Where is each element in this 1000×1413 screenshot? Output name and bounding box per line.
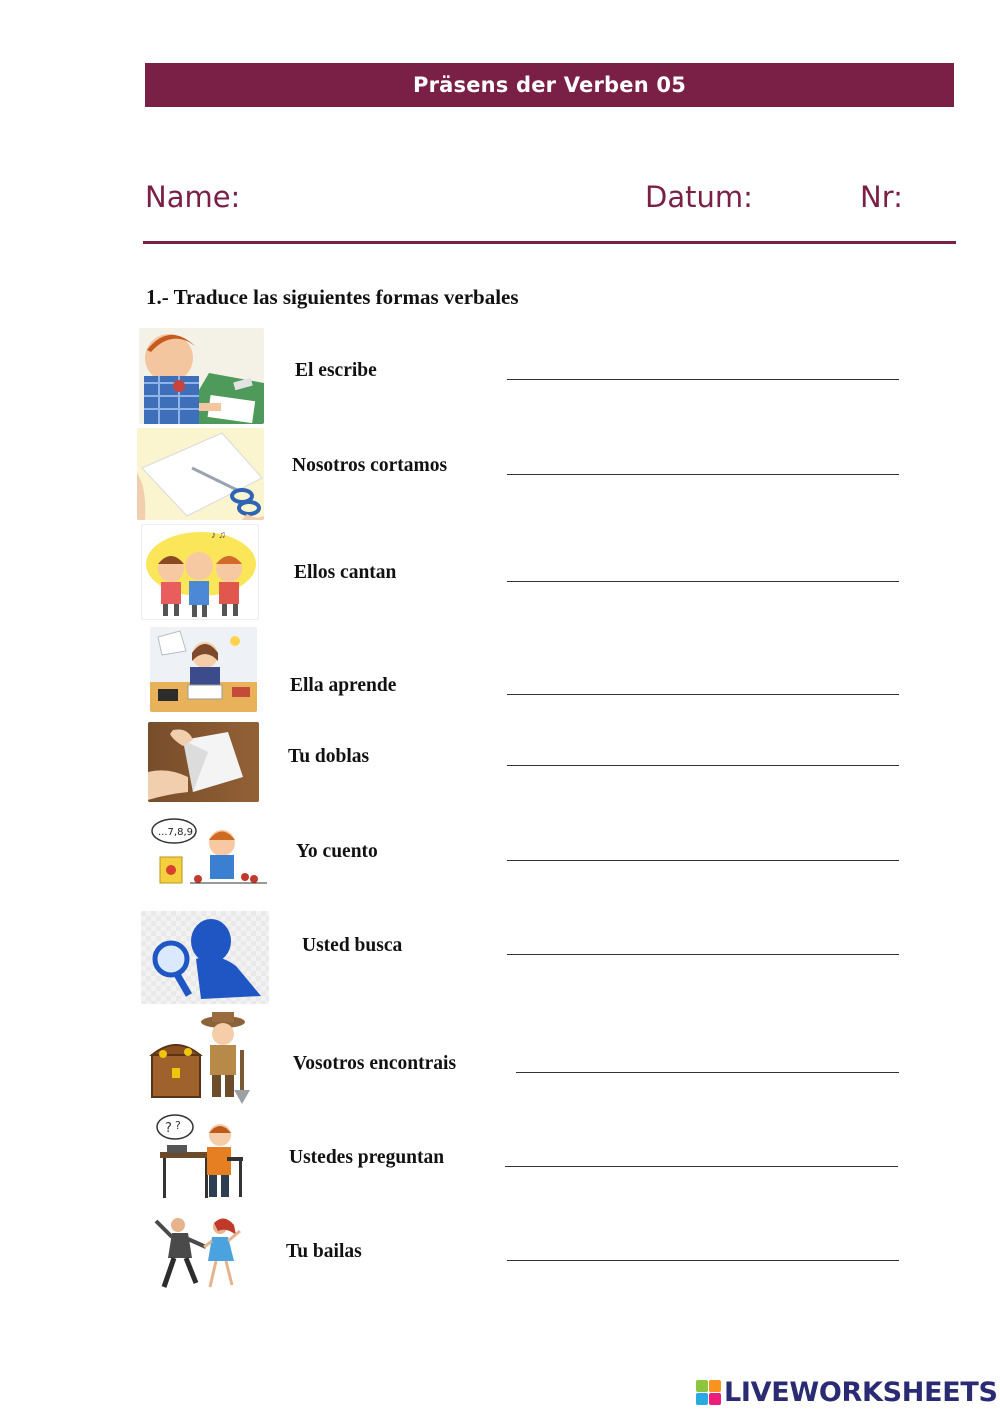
svg-text:?: ? — [175, 1119, 181, 1132]
item-label-1: El escribe — [295, 360, 377, 381]
children-singing-picture — [141, 524, 259, 620]
child-writing-picture — [139, 328, 264, 424]
liveworksheets-logo[interactable] — [696, 1375, 998, 1409]
answer-field-7[interactable] — [507, 954, 899, 955]
answer-field-8[interactable] — [516, 1072, 899, 1073]
answer-field-5[interactable] — [507, 765, 899, 766]
counting-bubble-text: ...7,8,9 — [158, 827, 193, 838]
name-label: Name: — [145, 180, 241, 214]
scissors-cutting-paper-picture — [137, 428, 264, 520]
answer-field-10[interactable] — [507, 1260, 899, 1261]
explorer-treasure-picture — [148, 1010, 256, 1105]
answer-field-6[interactable] — [507, 860, 899, 861]
answer-field-2[interactable] — [507, 474, 899, 475]
item-label-8: Vosotros encontrais — [293, 1053, 457, 1074]
item-label-9: Ustedes preguntan — [289, 1147, 445, 1168]
folding-paper-picture — [148, 722, 259, 802]
boy-counting-picture — [150, 815, 267, 888]
couple-dancing-picture — [148, 1213, 243, 1293]
item-label-6: Yo cuento — [296, 841, 378, 862]
exercise-title: 1.- Traduce las siguientes formas verbales — [146, 285, 519, 309]
worksheet-title: Präsens der Verben 05 — [412, 73, 687, 97]
item-label-5: Tu doblas — [288, 746, 370, 767]
girl-studying-picture — [150, 627, 257, 712]
item-label-10: Tu bailas — [286, 1241, 362, 1262]
date-label: Datum: — [645, 180, 753, 214]
answer-field-9[interactable] — [505, 1166, 898, 1167]
answer-field-3[interactable] — [507, 581, 899, 582]
item-label-7: Usted busca — [302, 935, 403, 956]
answer-field-4[interactable] — [507, 694, 899, 695]
title-banner — [145, 63, 954, 107]
svg-text:?: ? — [165, 1121, 172, 1136]
figure-with-magnifier-picture — [141, 911, 269, 1004]
header-divider — [143, 241, 956, 244]
brand-name: LIVEWORKSHEETS — [724, 1376, 998, 1408]
svg-text:♪ ♫: ♪ ♫ — [211, 530, 226, 541]
item-label-4: Ella aprende — [290, 675, 397, 696]
answer-field-1[interactable] — [507, 379, 899, 380]
logo-mark-icon — [696, 1380, 721, 1405]
student-asking-picture — [135, 1107, 256, 1203]
number-label: Nr: — [860, 180, 903, 214]
item-label-3: Ellos cantan — [294, 562, 397, 583]
item-label-2: Nosotros cortamos — [292, 455, 448, 476]
